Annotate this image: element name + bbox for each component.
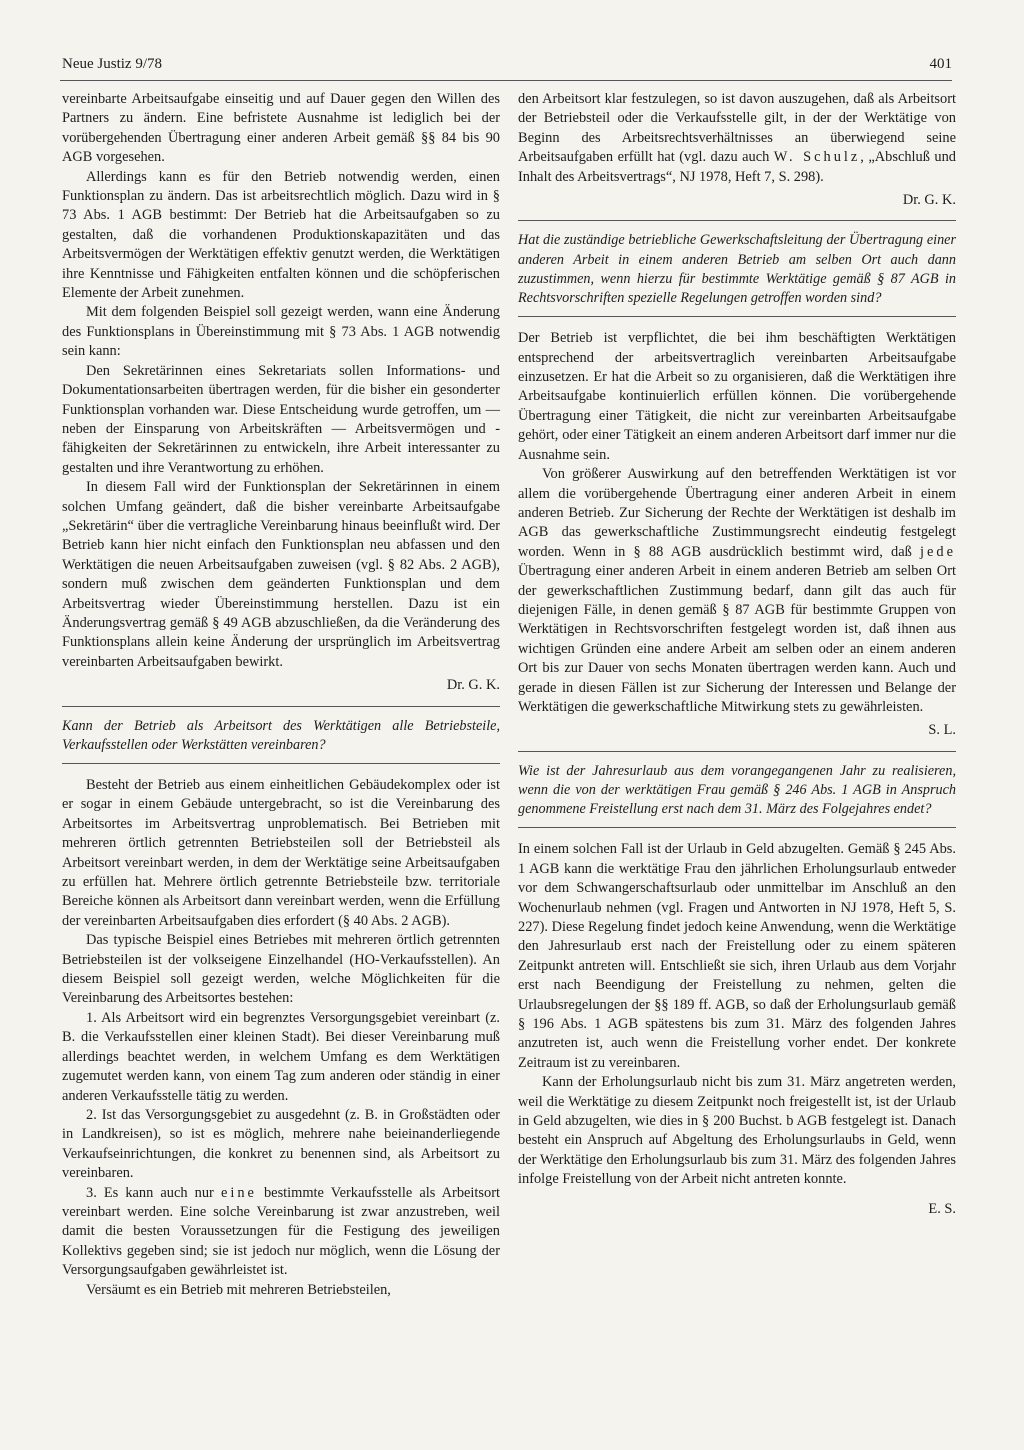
paragraph: Allerdings kann es für den Betrieb notwendig werden, einen Funktionsplan zu ändern. Das ist arbeitsrechtlich möglich. Dazu wird in § 73 Abs. 1 AGB bestimmt: Der Betrieb hat die Arbeitsaufgaben so zu gestalten, daß die vorhandenen Produktionskapazitäten und das Arbeitsvermögen der Werktätigen effektiv genutzt werden, die Werktätigen ihre Kenntnisse und Fähigkeiten entfalten können und die schöpferischen Elemente der Arbeit zunehmen. (62, 168, 500, 302)
paragraph: In einem solchen Fall ist der Urlaub in Geld abzugelten. Gemäß § 245 Abs. 1 AGB kann die werktätige Frau den jährlichen Erholungsurlaub entweder vor dem Schwangerschaftsurlaub oder unmittelbar im Anschluß an den Wochenurlaub nehmen (vgl. Fragen und Antworten in NJ 1978, Heft 5, S. 227). Diese Regelung findet jedoch keine Anwendung, wenn die Werktätige den Jahresurlaub erst nach der Freistellung oder zu einem späteren Zeitpunkt antreten will. Entschließt sie sich, ihren Urlaub aus dem Vorjahr erst nach Beendigung der Freistellung zu nehmen, gelten die Urlaubsregelungen der §§ 189 ff. AGB, so daß der Erholungsurlaub gemäß § 196 Abs. 1 AGB spätestens bis zum 31. März des folgenden Jahres anzutreten ist, auch wenn die Freistellung vorher endet. Der konkrete Zeitraum ist zu vereinbaren. (518, 841, 956, 1071)
section-divider (62, 706, 500, 707)
list-item: 1. Als Arbeitsort wird ein begrenztes Versorgungsgebiet vereinbart (z. B. die Verkaufsstellen einer kleinen Stadt). Bei dieser Vereinbarung muß allerdings beachtet werden, in welchem Umfang es dem Werktätigen zugemutet werden kann, von einem Tag zum anderen oder ständig in einer anderen Verkaufsstelle tätig zu werden. (62, 1009, 500, 1104)
paragraph: Den Sekretärinnen eines Sekretariats sollen Informations- und Dokumentationsarbeiten übertragen werden, für die bisher ein gesonderter Funktionsplan vorhanden war. Diese Entscheidung wurde getroffen, um — neben der Einsparung von Arbeitskräften — Arbeitsvermögen und -fähigkeiten der Sekretärinnen zu entwickeln, ihre Arbeit interessanter zu gestalten und ihre Verantwortung zu erhöhen. (62, 362, 500, 476)
paragraph-text: den Arbeitsort klar festzulegen, so ist davon auszugehen, daß als Arbeitsort der Betriebsteil oder die Verkaufsstelle gilt, in der der Werktätige von Beginn des Arbeitsrechtsverhältnisses an überwiegend seine Arbeitsaufgaben erfüllt hat (vgl. dazu auch (518, 91, 956, 166)
paragraph: In diesem Fall wird der Funktionsplan der Sekretärinnen in einem solchen Umfang geändert, daß die bisher vereinbarte Arbeitsaufgabe „Sekretärin“ über die vertragliche Vereinbarung hinaus beeinflußt wird. Der Betrieb kann hier nicht einfach den Funktionsplan neu abfassen und den Werktätigen die neuen Arbeitsaufgaben zuweisen (vgl. § 82 Abs. 2 AGB), sondern muß zwischen dem geänderten Funktionsplan und dem Arbeitsvertrag wieder Übereinstimmung herstellen. Dazu ist ein Änderungsvertrag gemäß § 49 AGB abzuschließen, da die Veränderung des Funktionsplans allein keine Änderung der ursprünglich im Arbeitsvertrag vereinbarten Arbeitsaufgaben bewirkt. (62, 479, 500, 670)
signature: Dr. G. K. (902, 192, 956, 209)
paragraph-text: , „Abschluß und Inhalt des Arbeitsvertrags“, NJ 1978, Heft 7, S. 298). (518, 149, 956, 185)
header-rule (60, 80, 952, 81)
right-column (518, 90, 956, 1219)
question-rule (518, 827, 956, 828)
journal-title: Neue Justiz 9/78 (62, 56, 162, 72)
item-text: 3. Es kann auch nur (86, 1184, 221, 1201)
paragraph-text: Übertragung einer anderen Arbeit in einem anderen Betrieb am selben Ort der gewerkschaftlichen Zustimmung bedarf, dann gilt das auch für diejenigen Fälle, in denen gemäß § 87 AGB für bestimmte Gruppen von Werktätigen in Rechtsvorschriften festgelegt worden ist, daß ihnen aus wichtigen Gründen eine andere Arbeit am selben oder an einem anderen Ort bis zur Dauer von sechs Monaten übertragen werden kann. Auch und gerade in diesen Fällen ist zur Sicherung der Interessen und Belange der Werktätigen die gewerkschaftliche Mitwirkung stets zu gewährleisten. (518, 563, 956, 715)
emphasized-word: jede (920, 543, 956, 560)
paragraph (518, 465, 956, 717)
question-heading: Hat die zuständige betriebliche Gewerkschaftsleitung der Übertragung einer anderen Arbeit in einem anderen Betrieb am selben Ort auch dann zuzustimmen, wenn hierzu für bestimmte Werktätige gemäß § 87 AGB in Rechtsvorschriften spezielle Regelungen getroffen worden sind? (518, 232, 956, 307)
list-item: 2. Ist das Versorgungsgebiet zu ausgedehnt (z. B. in Großstädten oder in Landkreisen), so ist es möglich, mehrere nahe beieinanderliegende Verkaufseinrichtungen, die konkret zu benennen sind, als Arbeitsort zu vereinbaren. (62, 1106, 500, 1182)
question-rule (518, 316, 956, 317)
author-name: W. Schulz (773, 149, 861, 166)
question-heading: Wie ist der Jahresurlaub aus dem vorangegangenen Jahr zu realisieren, wenn die von der werktätigen Frau gemäß § 246 Abs. 1 AGB in Anspruch genommene Freistellung erst nach dem 31. März des Folgejahres endet? (518, 762, 956, 818)
paragraph: Besteht der Betrieb aus einem einheitlichen Gebäudekomplex oder ist er sogar in einem Gebäude untergebracht, so ist die Vereinbarung des Arbeitsortes im Arbeitsvertrag unproblematisch. Bei Betrieben mit mehreren örtlich getrennten Betriebsteilen soll der Betriebsteil als Arbeitsort vereinbart werden, in dem der Werktätige seine Arbeitsaufgaben zu erfüllen hat. Mehrere örtlich getrennte Betriebsteile bzw. territoriale Bereiche können als Arbeitsort dann vereinbart werden, wenn die Erfüllung der vereinbarten Arbeitsaufgaben dies erfordert (§ 40 Abs. 2 AGB). (62, 777, 500, 929)
page-header (62, 56, 952, 78)
paragraph: Das typische Beispiel eines Betriebes mit mehreren örtlich getrennten Betriebsteilen ist der volkseigene Einzelhandel (HO-Verkaufsstellen). An diesem Beispiel soll gezeigt werden, welche Möglichkeiten für die Vereinbarung des Arbeitsortes bestehen: (62, 932, 500, 1007)
paragraph (518, 90, 956, 187)
emphasized-word: eine (220, 1184, 257, 1201)
signature: Dr. G. K. (446, 677, 500, 694)
page-number: 401 (929, 56, 952, 72)
paragraph: vereinbarte Arbeitsaufgabe einseitig und auf Dauer gegen den Willen des Partners zu ändern. Eine befristete Ausnahme ist lediglich bei der vorübergehenden Übertragung einer anderen Arbeit gemäß §§ 84 bis 90 AGB vorgesehen. (62, 91, 500, 166)
paragraph-text: Von größerer Auswirkung auf den betreffenden Werktätigen ist vor allem die vorübergehende Übertragung einer anderen Arbeit in einem anderen Betrieb. Zur Sicherung der Rechte der Werktätigen ist deshalb im AGB das gewerkschaftliche Zustimmungsrecht eindeutig festgelegt worden. Wenn in § 88 AGB ausdrücklich bestimmt wird, daß (518, 466, 956, 560)
list-item (62, 1184, 500, 1281)
section-divider (518, 751, 956, 752)
signature: E. S. (928, 1200, 956, 1217)
section-divider (518, 220, 956, 221)
question-rule (62, 763, 500, 764)
left-column (62, 90, 500, 1300)
item-text: bestimmte Verkaufsstelle als Arbeitsort vereinbart werden. Eine solche Vereinbarung ist zwar anzustreben, weil damit die besten Voraussetzungen für die Festigung des jeweiligen Kollektivs gegeben sind; sie ist jedoch nur möglich, wenn die Lösung der Versorgungsaufgaben gewährleistet ist. (62, 1184, 500, 1279)
paragraph: Versäumt es ein Betrieb mit mehreren Betriebsteilen, (86, 1281, 391, 1298)
paragraph: Kann der Erholungsurlaub nicht bis zum 31. März angetreten werden, weil die Werktätige zu diesem Zeitpunkt noch freigestellt ist, ist der Urlaub in Geld abzugelten, wie dies in § 200 Buchst. b AGB festgelegt ist. Danach besteht ein Anspruch auf Abgeltung des Erholungsurlaubs in Geld, wenn der Werktätige den Erholungsurlaub bis zum 31. März des folgenden Jahres infolge Freistellung von der Arbeit nicht antreten konnte. (518, 1074, 956, 1188)
paragraph: Mit dem folgenden Beispiel soll gezeigt werden, wann eine Änderung des Funktionsplans in Übereinstimmung mit § 73 Abs. 1 AGB notwendig sein kann: (62, 304, 500, 360)
paragraph: Der Betrieb ist verpflichtet, die bei ihm beschäftigten Werktätigen entsprechend der arbeitsvertraglich vereinbarten Arbeitsaufgabe einzusetzen. Er hat die Arbeit so zu organisieren, daß die Werktätigen ihre Arbeitsaufgabe kontinuierlich erfüllen können. Die vorübergehende Übertragung einer Tätigkeit, die nicht zur vereinbarten Arbeitsaufgabe gehört, oder einer Tätigkeit an einem anderen Arbeitsort darf immer nur die Ausnahme sein. (518, 330, 956, 463)
signature: S. L. (928, 722, 956, 739)
question-heading: Kann der Betrieb als Arbeitsort des Werktätigen alle Betriebsteile, Verkaufsstellen oder Werkstätten vereinbaren? (62, 717, 500, 753)
